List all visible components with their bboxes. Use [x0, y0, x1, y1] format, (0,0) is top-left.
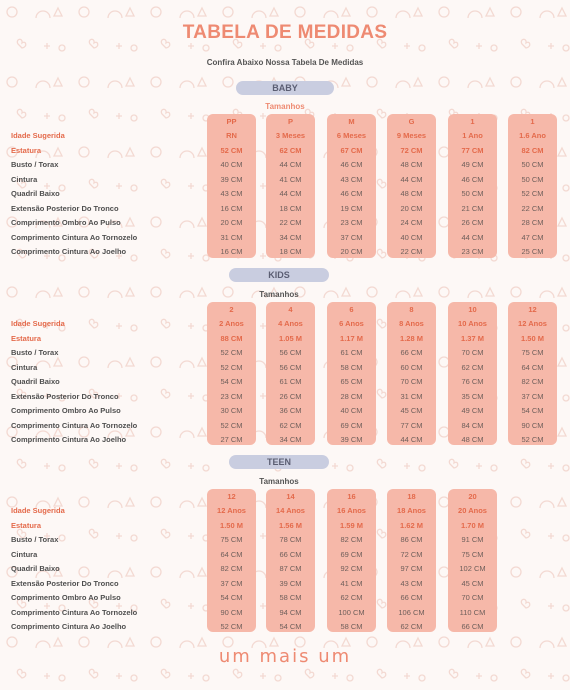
size-value: 52 CM	[521, 435, 544, 444]
row-label: Comprimento Cintura Ao Tornozelo	[11, 420, 138, 430]
size-value: 18 CM	[279, 203, 302, 213]
size-value: 100 CM	[338, 607, 365, 617]
size-value: 1.50 M	[521, 333, 544, 343]
section-pill-teen: TEEN	[229, 455, 329, 469]
size-value: 44 CM	[400, 435, 423, 444]
size-value: 34 CM	[279, 435, 302, 444]
size-header: 1	[470, 117, 475, 126]
size-value: 54 CM	[220, 593, 243, 602]
size-value: 90 CM	[220, 607, 243, 617]
size-header: M	[348, 117, 355, 126]
size-value: 56 CM	[279, 362, 302, 372]
size-value: 6 Anos	[339, 319, 364, 328]
size-value: 82 CM	[340, 535, 363, 544]
size-value: 37 CM	[521, 391, 544, 401]
size-value: 18 CM	[279, 247, 302, 256]
row-label: Estatura	[11, 520, 42, 530]
size-value: 23 CM	[340, 218, 363, 227]
size-value: 70 CM	[461, 348, 484, 357]
size-header: 2	[229, 305, 234, 314]
size-value: 22 CM	[521, 203, 544, 213]
row-label: Busto / Torax	[11, 535, 59, 544]
size-value: 46 CM	[461, 174, 484, 184]
size-header: G	[408, 117, 415, 126]
size-value: 97 CM	[400, 564, 423, 573]
row-label: Cintura	[11, 362, 38, 372]
row-label: Extensão Posterior Do Tronco	[11, 203, 119, 213]
size-value: 37 CM	[340, 232, 363, 242]
size-value: 20 CM	[340, 247, 363, 256]
row-label: Estatura	[11, 333, 42, 343]
size-header: 14	[286, 492, 295, 501]
size-value: 40 CM	[340, 406, 363, 415]
size-value: 84 CM	[461, 420, 484, 430]
size-value: 46 CM	[340, 160, 363, 169]
size-value: 12 Anos	[518, 319, 547, 328]
section-pill-kids: KIDS	[229, 268, 329, 282]
size-value: 66 CM	[279, 549, 302, 559]
size-value: 64 CM	[220, 549, 243, 559]
size-value: 1.6 Ano	[519, 131, 546, 140]
size-header: 18	[407, 492, 416, 501]
size-value: 39 CM	[220, 174, 243, 184]
tamanhos-label-baby: Tamanhos	[265, 102, 305, 111]
size-value: 20 CM	[400, 203, 423, 213]
size-value: 62 CM	[400, 622, 423, 631]
size-value: 30 CM	[220, 406, 243, 415]
size-value: 78 CM	[279, 535, 302, 544]
row-label: Comprimento Cintura Ao Joelho	[11, 247, 127, 256]
row-label: Extensão Posterior Do Tronco	[11, 578, 119, 588]
size-value: 49 CM	[461, 406, 484, 415]
size-value: 77 CM	[400, 420, 423, 430]
row-label: Comprimento Ombro Ao Pulso	[11, 406, 121, 415]
row-label: Extensão Posterior Do Tronco	[11, 391, 119, 401]
size-value: 44 CM	[279, 189, 302, 198]
size-value: 21 CM	[461, 203, 484, 213]
size-value: 50 CM	[461, 189, 484, 198]
size-value: 3 Meses	[275, 131, 306, 140]
size-header: PP	[226, 117, 237, 126]
size-value: 58 CM	[340, 622, 363, 631]
size-value: 50 CM	[521, 160, 544, 169]
size-value: 60 CM	[400, 362, 423, 372]
size-value: 16 CM	[220, 247, 243, 256]
size-value: 70 CM	[400, 377, 423, 386]
row-label: Estatura	[11, 145, 42, 155]
size-value: 28 CM	[340, 391, 363, 401]
size-value: 24 CM	[400, 218, 423, 227]
size-value: 67 CM	[340, 145, 363, 155]
size-value: 48 CM	[461, 435, 484, 444]
size-value: 36 CM	[279, 406, 302, 415]
size-value: 62 CM	[279, 145, 302, 155]
size-value: 52 CM	[220, 622, 243, 631]
row-label: Idade Sugerida	[11, 131, 65, 140]
page-title: TABELA DE MEDIDAS	[182, 22, 388, 43]
size-value: 82 CM	[521, 377, 544, 386]
size-value: 27 CM	[220, 435, 243, 444]
size-header: 1	[530, 117, 535, 126]
size-value: 48 CM	[400, 160, 423, 169]
size-value: 52 CM	[220, 348, 243, 357]
size-value: 20 Anos	[458, 506, 487, 515]
size-value: 62 CM	[279, 420, 302, 430]
size-value: 52 CM	[521, 189, 544, 198]
size-value: 45 CM	[400, 406, 423, 415]
size-value: 92 CM	[340, 564, 363, 573]
row-label: Comprimento Cintura Ao Tornozelo	[11, 232, 138, 242]
row-label: Comprimento Cintura Ao Tornozelo	[11, 607, 138, 617]
size-value: 23 CM	[461, 247, 484, 256]
size-value: 14 Anos	[276, 506, 305, 515]
size-value: 41 CM	[340, 578, 363, 588]
size-header: 8	[409, 305, 414, 314]
size-value: 58 CM	[340, 362, 363, 372]
size-value: 52 CM	[220, 145, 243, 155]
row-label: Cintura	[11, 549, 38, 559]
size-value: 49 CM	[461, 160, 484, 169]
size-value: 75 CM	[521, 348, 544, 357]
size-value: 22 CM	[400, 247, 423, 256]
size-value: 62 CM	[340, 593, 363, 602]
size-value: 75 CM	[220, 535, 243, 544]
size-header: P	[287, 117, 293, 126]
size-value: 35 CM	[461, 391, 484, 401]
row-label: Busto / Torax	[11, 348, 59, 357]
size-value: 52 CM	[220, 362, 243, 372]
size-value: 110 CM	[459, 607, 486, 617]
size-value: 66 CM	[400, 593, 423, 602]
size-value: 26 CM	[279, 391, 302, 401]
size-value: 65 CM	[340, 377, 363, 386]
size-value: 70 CM	[461, 593, 484, 602]
size-value: 50 CM	[521, 174, 544, 184]
size-value: 52 CM	[220, 420, 243, 430]
size-header: 20	[468, 492, 477, 501]
size-value: 62 CM	[461, 362, 484, 372]
row-label: Comprimento Cintura Ao Joelho	[11, 622, 127, 631]
size-header: 12	[227, 492, 236, 501]
size-value: 34 CM	[279, 232, 302, 242]
size-value: 16 CM	[220, 203, 243, 213]
size-value: 66 CM	[461, 622, 484, 631]
size-value: 86 CM	[400, 535, 423, 544]
tamanhos-label-kids: Tamanhos	[259, 290, 299, 299]
size-header: 10	[468, 305, 477, 314]
size-value: 41 CM	[279, 174, 302, 184]
size-value: 2 Anos	[219, 319, 244, 328]
size-value: 1.62 M	[400, 520, 423, 530]
size-value: 31 CM	[220, 232, 243, 242]
page-subtitle: Confira Abaixo Nossa Tabela De Medidas	[206, 58, 364, 67]
size-value: 20 CM	[220, 218, 243, 227]
size-value: 39 CM	[340, 435, 363, 444]
size-value: 66 CM	[400, 348, 423, 357]
size-value: 1.56 M	[279, 520, 302, 530]
size-value: 82 CM	[521, 145, 544, 155]
size-value: RN	[226, 131, 237, 140]
size-value: 94 CM	[279, 607, 302, 617]
size-value: 39 CM	[279, 578, 302, 588]
size-value: 1 Ano	[462, 131, 483, 140]
size-value: 22 CM	[279, 218, 302, 227]
size-value: 10 Anos	[458, 319, 487, 328]
tamanhos-label-teen: Tamanhos	[259, 477, 299, 486]
size-header: 16	[347, 492, 356, 501]
size-value: 45 CM	[461, 578, 484, 588]
size-value: 44 CM	[400, 174, 423, 184]
row-label: Quadril Baixo	[11, 564, 60, 573]
size-value: 18 Anos	[397, 506, 426, 515]
row-label: Comprimento Ombro Ao Pulso	[11, 218, 121, 227]
row-label: Idade Sugerida	[11, 319, 65, 328]
size-value: 88 CM	[220, 333, 243, 343]
size-value: 69 CM	[340, 420, 363, 430]
size-header: 12	[528, 305, 537, 314]
size-value: 54 CM	[279, 622, 302, 631]
size-value: 19 CM	[340, 203, 363, 213]
size-value: 54 CM	[521, 406, 544, 415]
row-label: Quadril Baixo	[11, 189, 60, 198]
size-value: 48 CM	[400, 189, 423, 198]
size-value: 26 CM	[461, 218, 484, 227]
size-value: 40 CM	[220, 160, 243, 169]
size-value: 43 CM	[340, 174, 363, 184]
section-pill-baby: BABY	[236, 81, 334, 95]
row-label: Comprimento Ombro Ao Pulso	[11, 593, 121, 602]
size-value: 58 CM	[279, 593, 302, 602]
size-value: 72 CM	[400, 145, 423, 155]
row-label: Quadril Baixo	[11, 377, 60, 386]
size-header: 4	[288, 305, 293, 314]
size-value: 47 CM	[521, 232, 544, 242]
size-value: 25 CM	[521, 247, 544, 256]
size-value: 23 CM	[220, 391, 243, 401]
size-value: 76 CM	[461, 377, 484, 386]
size-value: 37 CM	[220, 578, 243, 588]
size-value: 61 CM	[279, 377, 302, 386]
size-value: 40 CM	[400, 232, 423, 242]
size-value: 1.28 M	[400, 333, 423, 343]
size-value: 91 CM	[461, 535, 484, 544]
size-value: 1.59 M	[340, 520, 363, 530]
size-header: 6	[349, 305, 354, 314]
size-value: 16 Anos	[337, 506, 366, 515]
size-value: 31 CM	[400, 391, 423, 401]
size-value: 6 Meses	[336, 131, 367, 140]
size-value: 28 CM	[521, 218, 544, 227]
size-value: 90 CM	[521, 420, 544, 430]
size-value: 43 CM	[220, 189, 243, 198]
size-value: 75 CM	[461, 549, 484, 559]
size-value: 54 CM	[220, 377, 243, 386]
size-value: 77 CM	[461, 145, 484, 155]
size-value: 1.50 M	[220, 520, 243, 530]
size-value: 56 CM	[279, 348, 302, 357]
row-label: Idade Sugerida	[11, 506, 65, 515]
size-value: 44 CM	[279, 160, 302, 169]
size-value: 44 CM	[461, 232, 484, 242]
row-label: Cintura	[11, 174, 38, 184]
size-value: 1.70 M	[461, 520, 484, 530]
size-value: 82 CM	[220, 564, 243, 573]
size-value: 9 Meses	[396, 131, 427, 140]
size-value: 69 CM	[340, 549, 363, 559]
row-label: Comprimento Cintura Ao Joelho	[11, 435, 127, 444]
size-value: 87 CM	[279, 564, 302, 573]
size-value: 8 Anos	[399, 319, 424, 328]
size-value: 1.05 M	[279, 333, 302, 343]
size-value: 12 Anos	[217, 506, 246, 515]
size-value: 72 CM	[400, 549, 423, 559]
size-value: 64 CM	[521, 362, 544, 372]
size-value: 1.17 M	[340, 333, 363, 343]
size-value: 102 CM	[459, 564, 486, 573]
size-value: 43 CM	[400, 578, 423, 588]
row-label: Busto / Torax	[11, 160, 59, 169]
size-value: 1.37 M	[461, 333, 484, 343]
size-value: 46 CM	[340, 189, 363, 198]
size-value: 61 CM	[340, 348, 363, 357]
brand-logo-text: um mais um	[218, 646, 352, 667]
size-value: 4 Anos	[278, 319, 303, 328]
size-value: 106 CM	[398, 607, 425, 617]
